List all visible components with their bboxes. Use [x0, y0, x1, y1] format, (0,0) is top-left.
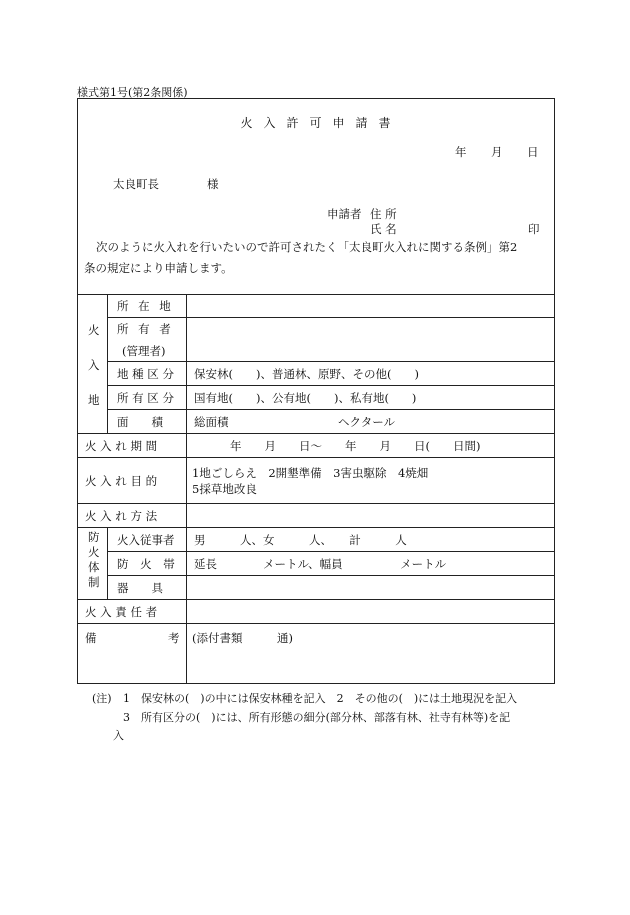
land-group-char: 入	[88, 358, 100, 372]
group-col-line	[107, 527, 108, 599]
purpose-label: 火 入 れ 目 的	[85, 474, 158, 488]
fire-group-char: 防	[88, 530, 100, 544]
label-col-line	[186, 294, 187, 684]
applicant-label: 申請者	[327, 207, 362, 221]
date-month: 月	[491, 145, 503, 159]
body-text-line2: 条の規定により申請します。	[84, 261, 233, 275]
row-line	[77, 527, 555, 528]
land-group-char: 地	[88, 393, 100, 407]
firebreak-label: 防 火 帯	[117, 557, 175, 571]
remarks-label-right: 考	[168, 631, 180, 645]
land-type-value[interactable]: 保安林( )、普通林、原野、その他( )	[194, 367, 419, 381]
row-line	[77, 599, 555, 600]
group-col-line	[107, 294, 108, 433]
row-line	[107, 317, 555, 318]
notes-line3: 入	[113, 729, 124, 742]
land-group-char: 火	[88, 323, 100, 337]
area-label: 面 積	[117, 415, 163, 429]
remarks-label-left: 備	[85, 631, 97, 645]
equipment-label: 器 具	[117, 581, 163, 595]
title-char: 許	[286, 116, 299, 130]
remarks-value[interactable]: (添付書類 通)	[192, 631, 293, 645]
title-char: 火	[240, 116, 253, 130]
form-title	[235, 114, 396, 131]
title-char: 入	[263, 116, 276, 130]
purpose-line1: 1地ごしらえ 2開墾準備 3害虫駆除 4焼畑	[192, 466, 429, 480]
fire-group-char: 火	[88, 545, 100, 559]
period-value[interactable]: 年 月 日～ 年 月 日( 日間)	[230, 439, 481, 453]
row-line	[107, 409, 555, 410]
date-day: 日	[527, 145, 539, 159]
firebreak-value[interactable]: 延長 メートル、幅員 メートル	[194, 557, 447, 571]
notes-line1: 1 保安林の( )の中には保安林種を記入 2 その他の( )には土地現況を記入	[123, 692, 518, 705]
ownership-type-label: 所 有 区 分	[117, 391, 174, 405]
method-label: 火 入 れ 方 法	[85, 509, 158, 523]
title-char: 可	[309, 116, 322, 130]
responsible-label: 火 入 責 任 者	[85, 605, 158, 619]
addressee-honorific: 様	[207, 177, 219, 191]
table-top-line	[77, 294, 555, 295]
fire-group-char: 体	[88, 560, 100, 574]
row-line	[77, 433, 555, 434]
row-line	[107, 385, 555, 386]
purpose-line2: 5採草地改良	[192, 482, 257, 496]
period-label: 火 入 れ 期 間	[85, 439, 158, 453]
ownership-type-value[interactable]: 国有地( )、公有地( )、私有地( )	[194, 391, 417, 405]
date-year: 年	[455, 145, 467, 159]
land-type-label: 地 種 区 分	[117, 367, 174, 381]
applicant-name-label: 氏 名	[370, 222, 397, 236]
addressee-name: 太良町長	[113, 177, 159, 191]
row-line	[107, 361, 555, 362]
area-value-unit: ヘクタール	[338, 415, 396, 429]
owner-label: 所 有 者	[117, 322, 171, 336]
area-value-prefix: 総面積	[194, 415, 229, 429]
row-line	[77, 503, 555, 504]
owner-sub-label: (管理者)	[122, 344, 166, 358]
location-label: 所 在 地	[117, 299, 171, 313]
notes-line2: 3 所有区分の( )には、所有形態の細分(部分林、部落有林、社寺有林等)を記	[123, 711, 511, 724]
title-char: 請	[355, 116, 368, 130]
applicant-address-label: 住 所	[370, 207, 397, 221]
title-char: 申	[332, 116, 345, 130]
body-text-line1: 次のように火入れを行いたいので許可されたく「太良町火入れに関する条例」第2	[96, 240, 518, 254]
row-line	[77, 457, 555, 458]
row-line	[77, 623, 555, 624]
workers-label: 火入従事者	[117, 533, 175, 547]
seal-mark: 印	[528, 222, 540, 236]
fire-group-char: 制	[88, 575, 100, 589]
form-number: 様式第1号(第2条関係)	[77, 86, 188, 99]
workers-value[interactable]: 男 人、女 人、 計 人	[194, 533, 407, 547]
title-char: 書	[378, 116, 391, 130]
row-line	[107, 575, 555, 576]
notes-prefix: (注)	[92, 692, 112, 705]
row-line	[107, 551, 555, 552]
